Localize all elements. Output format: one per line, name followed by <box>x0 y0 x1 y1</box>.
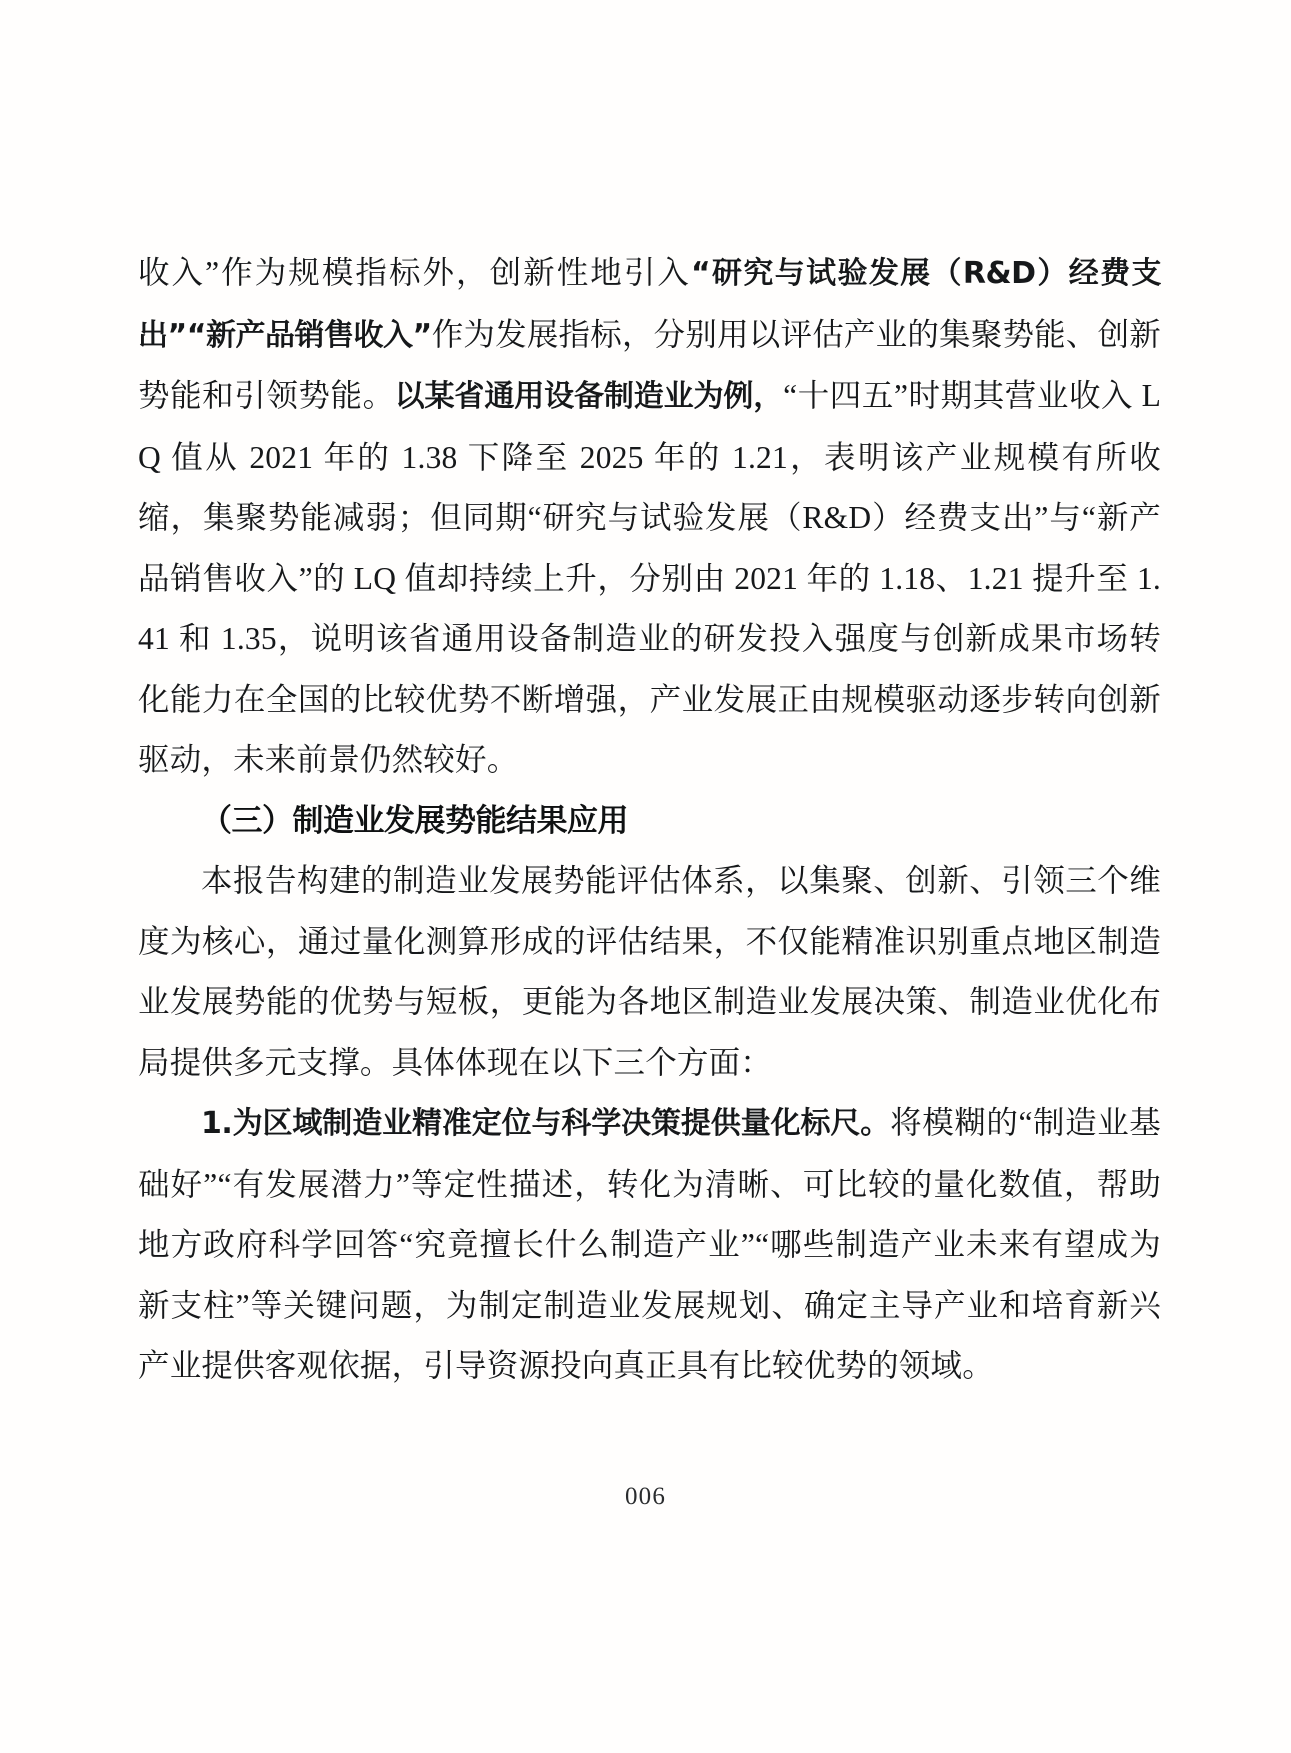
run-normal-3: “十四五”时期其营业收入 LQ 值从 2021 年的 1.38 下降至 2025 年的 1.21，表明该产业规模有所收缩，集聚势能减弱；但同期“研究与试验发展（R&D）经费支出”与“新产品销售收入”的 LQ 值却持续上升，分别由 2021 年的 1.18、1.21 提升至 1.41 和 1.35，说明该省通用设备制造业的研发投入强度与创新成果市场转化能力在全国的比较优势不断增强，产业发展正由规模驱动逐步转向创新驱动，未来前景仍然较好。 <box>138 378 1162 777</box>
run-bold-example: 以某省通用设备制造业为例， <box>394 379 784 414</box>
run-bold-indicators: “研究与试验发展（R&D）经费支出”“新产品销售收入” <box>138 256 1161 353</box>
section-heading-three: （三）制造业发展势能结果应用 <box>201 802 628 839</box>
paragraph-two: 本报告构建的制造业发展势能评估体系，以集聚、创新、引领三个维度为核心，通过量化测算形成的评估结果，不仅能精准识别重点地区制造业发展势能的优势与短板，更能为各地区制造业发展决策、制造业优化布局提供多元支撑。具体体现在以下三个方面： <box>138 863 1161 1080</box>
run-bold-point-one: 1.为区域制造业精准定位与科学决策提供量化标尺。 <box>201 1106 891 1141</box>
run-normal-1: 收入”作为规模指标外，创新性地引入 <box>138 255 691 290</box>
run-normal-2: 作为发展指标，分别用以评估产业的集聚势能、创新势能和引领势能。 <box>138 316 1161 413</box>
page-content <box>138 243 1161 1397</box>
paragraph-three <box>138 1093 1161 1397</box>
run-normal-point-one: 将模糊的“制造业基础好”“有发展潜力”等定性描述，转化为清晰、可比较的量化数值，帮助地方政府科学回答“究竟擅长什么制造产业”“哪些制造产业未来有望成为新支柱”等关键问题，为制定制造业发展规划、确定主导产业和培育新兴产业提供客观依据，引导资源投向真正具有比较优势的领域。 <box>138 1105 1161 1383</box>
page-number: 006 <box>624 1483 667 1510</box>
paragraph-continuation <box>138 243 1161 791</box>
